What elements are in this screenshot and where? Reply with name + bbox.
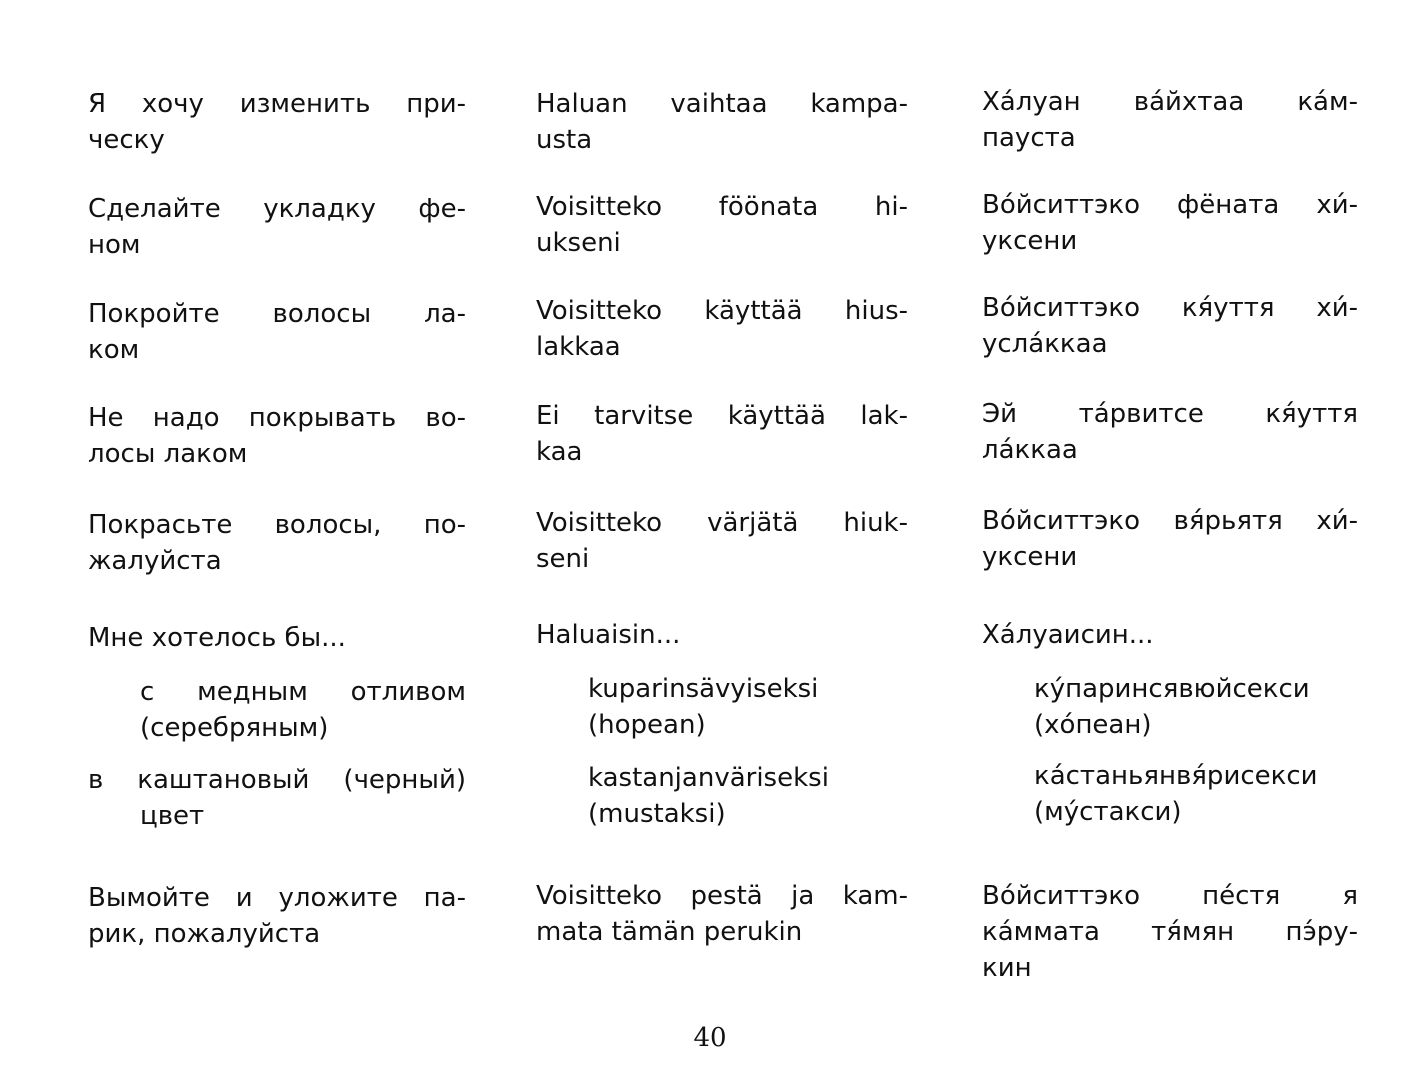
phrase-line: ческу bbox=[88, 125, 165, 155]
phrase-line: kuparinsävyiseksi bbox=[588, 674, 819, 704]
phrase-line: Voisitteko föönata hi- bbox=[536, 192, 908, 222]
phrase-line: (hopean) bbox=[588, 710, 706, 740]
phrase-line: Мне хотелось бы... bbox=[88, 623, 346, 653]
phrase-tr-7 bbox=[1034, 671, 1358, 743]
phrase-line: (мýстакси) bbox=[1034, 797, 1182, 827]
phrase-ru-3 bbox=[88, 296, 466, 368]
phrase-ru-6 bbox=[88, 620, 466, 656]
phrase-ru-1 bbox=[88, 86, 466, 158]
phrase-line: Voisitteko pestä ja kam- bbox=[536, 881, 908, 911]
phrase-tr-8 bbox=[1034, 758, 1358, 830]
phrase-line: kastanjanväriseksi bbox=[588, 763, 829, 793]
phrase-line: кýпаринсявюйсекси bbox=[1034, 674, 1310, 704]
phrase-line: Вóйситтэко пéстя я bbox=[982, 881, 1358, 911]
phrase-fi-6 bbox=[536, 617, 908, 653]
phrase-line: ukseni bbox=[536, 228, 621, 258]
phrase-fi-3 bbox=[536, 293, 908, 365]
phrase-line: рик, пожалуйста bbox=[88, 919, 321, 949]
phrase-line: seni bbox=[536, 544, 590, 574]
phrase-line: в каштановый (черный) bbox=[88, 765, 466, 795]
phrase-line: (хóпеан) bbox=[1034, 710, 1152, 740]
phrase-line: Эй тáрвитсе кя́уття bbox=[982, 399, 1358, 429]
phrase-tr-4 bbox=[982, 396, 1358, 468]
phrase-line: Ei tarvitse käyttää lak- bbox=[536, 401, 908, 431]
phrase-fi-8 bbox=[588, 760, 908, 832]
phrase-ru-8 bbox=[88, 762, 466, 834]
phrase-line: лáккаа bbox=[982, 435, 1078, 465]
phrase-ru-4 bbox=[88, 400, 466, 472]
phrase-tr-3 bbox=[982, 290, 1358, 362]
phrase-line: уксени bbox=[982, 226, 1078, 256]
phrase-line: Voisitteko värjätä hiuk- bbox=[536, 508, 908, 538]
phrase-line: Сделайте укладку фе- bbox=[88, 194, 466, 224]
phrase-ru-7 bbox=[140, 674, 466, 746]
phrase-ru-2 bbox=[88, 191, 466, 263]
phrase-line: usta bbox=[536, 125, 593, 155]
phrase-line: kaa bbox=[536, 437, 583, 467]
phrase-ru-9 bbox=[88, 880, 466, 952]
phrase-line: Покройте волосы ла- bbox=[88, 299, 466, 329]
phrase-line: Вóйситтэко кя́уття хи́- bbox=[982, 293, 1358, 323]
phrase-line: цвет bbox=[140, 801, 205, 831]
phrase-line: Хáлуан вáйхтаа кáм- bbox=[982, 87, 1358, 117]
phrase-fi-4 bbox=[536, 398, 908, 470]
phrase-fi-2 bbox=[536, 189, 908, 261]
phrase-line: кин bbox=[982, 953, 1032, 983]
phrase-tr-6 bbox=[982, 617, 1358, 653]
phrase-line: услáккаа bbox=[982, 329, 1108, 359]
phrase-line: жалуйста bbox=[88, 546, 222, 576]
phrase-line: кáстаньянвя́рисекси bbox=[1034, 761, 1318, 791]
phrase-ru-5 bbox=[88, 507, 466, 579]
phrase-line: mata tämän perukin bbox=[536, 917, 803, 947]
phrase-tr-9 bbox=[982, 878, 1358, 986]
phrase-line: ком bbox=[88, 335, 140, 365]
phrase-line: Хáлуаисин... bbox=[982, 620, 1154, 650]
phrase-line: (mustaksi) bbox=[588, 799, 726, 829]
phrase-fi-7 bbox=[588, 671, 908, 743]
phrase-line: уксени bbox=[982, 542, 1078, 572]
phrase-line: с медным отливом bbox=[140, 677, 466, 707]
phrase-tr-5 bbox=[982, 503, 1358, 575]
phrase-line: кáммата тя́мян пэ́ру- bbox=[982, 917, 1358, 947]
phrase-line: lakkaa bbox=[536, 332, 621, 362]
phrase-tr-2 bbox=[982, 187, 1358, 259]
phrase-line: Haluan vaihtaa kampa- bbox=[536, 89, 908, 119]
phrase-line: Не надо покрывать во- bbox=[88, 403, 466, 433]
phrase-line: Вымойте и уложите па- bbox=[88, 883, 466, 913]
phrase-tr-1 bbox=[982, 84, 1358, 156]
phrase-line: Вóйситтэко фёната хи́- bbox=[982, 190, 1358, 220]
page-number: 40 bbox=[693, 1023, 727, 1053]
phrase-line: ном bbox=[88, 230, 141, 260]
phrase-line: Haluaisin... bbox=[536, 620, 681, 650]
phrase-line: пауста bbox=[982, 123, 1076, 153]
phrase-line: Покрасьте волосы, по- bbox=[88, 510, 466, 540]
phrase-line: Вóйситтэко вя́рьятя хи́- bbox=[982, 506, 1358, 536]
phrase-fi-5 bbox=[536, 505, 908, 577]
phrase-line: Я хочу изменить при- bbox=[88, 89, 466, 119]
phrase-fi-9 bbox=[536, 878, 908, 950]
phrase-line: лосы лаком bbox=[88, 439, 248, 469]
phrase-line: (серебряным) bbox=[140, 713, 329, 743]
phrase-line: Voisitteko käyttää hius- bbox=[536, 296, 908, 326]
phrase-fi-1 bbox=[536, 86, 908, 158]
